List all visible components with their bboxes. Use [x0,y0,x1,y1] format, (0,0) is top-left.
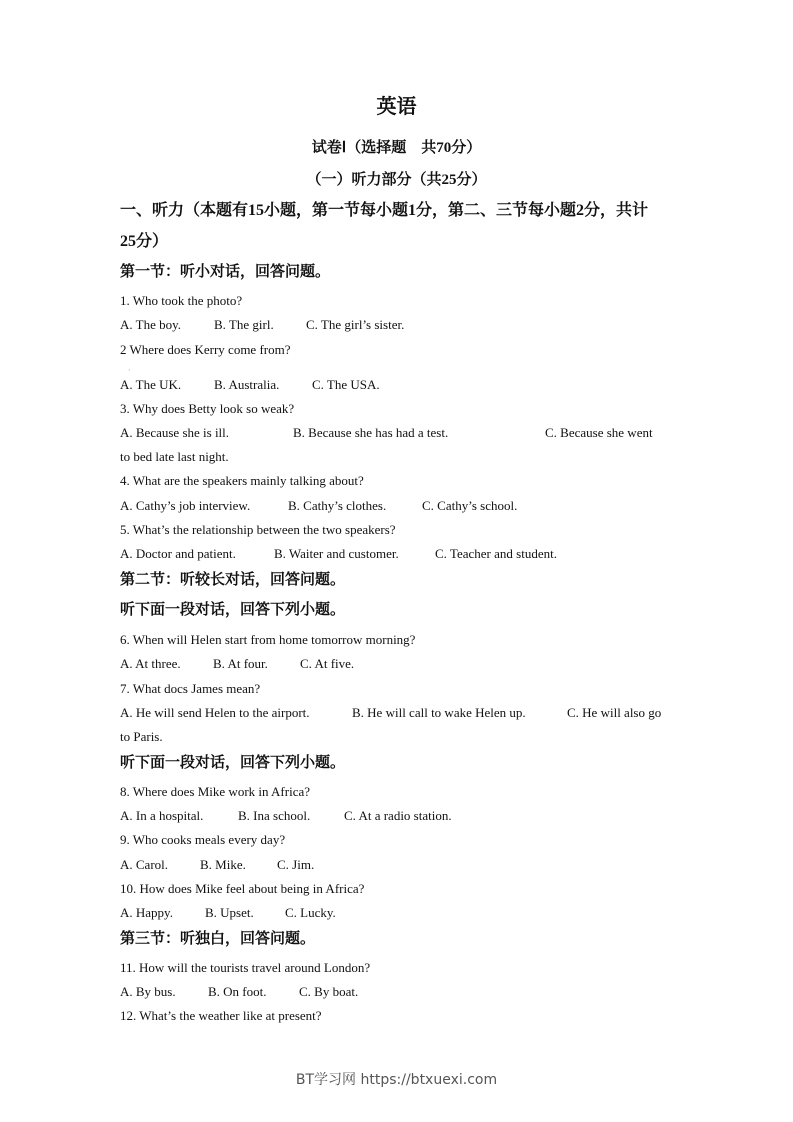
option-c: C. The girl’s sister. [306,317,405,332]
option-continuation: to bed late last night. [120,449,229,464]
option-c: C. Jim. [277,857,315,872]
option-a: A. The boy. [120,317,182,332]
option-a: A. By bus. [120,984,176,999]
option-c: C. He will also go [567,705,662,720]
option-b: B. Ina school. [238,808,311,823]
section-2-heading: 第二节：听较长对话，回答问题。 [120,572,346,588]
option-a: A. Doctor and patient. [120,546,236,561]
question-text: 4. What are the speakers mainly talking about? [120,473,364,488]
section-heading-cont: 25分） [120,233,169,250]
option-c: C. Teacher and student. [435,546,557,561]
option-b: B. Because she has had a test. [293,425,449,440]
part-title: （一）听力部分（共25分） [306,172,487,188]
section-3-heading: 第三节：听独白，回答问题。 [120,931,316,947]
option-c: C. The USA. [312,377,380,392]
option-c: C. Lucky. [285,905,336,920]
footer-watermark: BT学习网 https://btxuexi.com [295,1072,498,1088]
option-a: A. Because she is ill. [120,425,230,440]
question-text: 1. Who took the photo? [120,293,243,308]
option-a: A. The UK. [120,377,182,392]
question-text: 9. Who cooks meals every day? [120,832,286,847]
option-c: C. Cathy’s school. [422,498,518,513]
option-b: B. The girl. [214,317,274,332]
question-text: 3. Why does Betty look so weak? [120,401,295,416]
question-text: 7. What docs James mean? [120,681,261,696]
option-a: A. In a hospital. [120,808,204,823]
dialog-b-heading: 听下面一段对话，回答下列小题。 [120,755,346,771]
option-c: C. Because she went [545,425,653,440]
option-b: B. At four. [213,656,268,671]
option-b: B. Cathy’s clothes. [288,498,387,513]
option-b: B. On foot. [208,984,267,999]
section-1-heading: 第一节：听小对话，回答问题。 [120,264,331,280]
question-text: 6. When will Helen start from home tomorrow morning? [120,632,416,647]
option-a: A. At three. [120,656,181,671]
dialog-a-heading: 听下面一段对话，回答下列小题。 [120,602,346,618]
option-c: C. By boat. [299,984,359,999]
question-text: 12. What’s the weather like at present? [120,1008,322,1023]
option-b: B. Upset. [205,905,254,920]
option-b: B. Waiter and customer. [274,546,399,561]
stray-mark: · [128,366,131,375]
paper-title: 试卷Ⅰ（选择题 共70分） [311,140,482,156]
option-b: B. He will call to wake Helen up. [352,705,526,720]
page-title: 英语 [376,96,417,118]
question-text: 5. What’s the relationship between the two speakers? [120,522,396,537]
option-a: A. He will send Helen to the airport. [120,705,310,720]
option-a: A. Carol. [120,857,169,872]
option-c: C. At a radio station. [344,808,452,823]
question-text: 2 Where does Kerry come from? [120,342,291,357]
option-continuation: to Paris. [120,729,163,744]
option-a: A. Happy. [120,905,173,920]
question-text: 8. Where does Mike work in Africa? [120,784,311,799]
question-text: 10. How does Mike feel about being in Africa? [120,881,365,896]
option-a: A. Cathy’s job interview. [120,498,251,513]
section-heading: 一、听力（本题有15小题，第一节每小题1分，第二、三节每小题2分，共计 [120,202,649,219]
option-c: C. At five. [300,656,355,671]
question-text: 11. How will the tourists travel around London? [120,960,371,975]
option-b: B. Australia. [214,377,280,392]
option-b: B. Mike. [200,857,246,872]
